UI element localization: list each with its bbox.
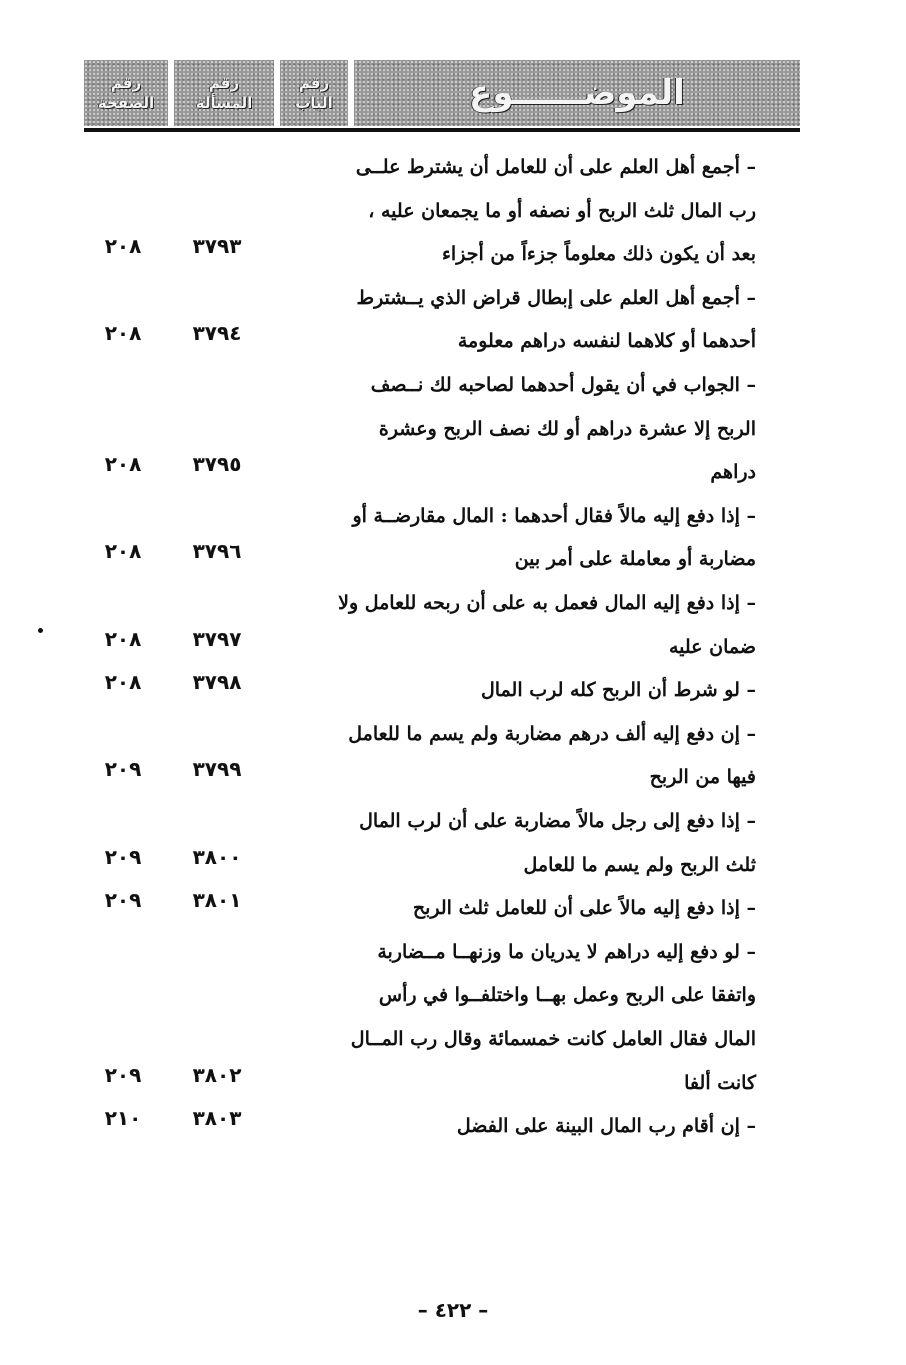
entry-text-line: واتفقا على الربح وعمل بهــا واختلفــوا في رأس	[378, 984, 756, 1007]
header-topic-label: الموضــــــوع	[469, 73, 685, 113]
entry-text-line: الربح إلا عشرة دراهم أو لك نصف الربح وعشرة	[378, 417, 756, 440]
entry-text-line: – إن دفع إليه ألف درهم مضاربة ولم يسم ما للعامل	[348, 722, 756, 745]
entry-text-line: المال فقال العامل كانت خمسمائة وقال رب المــال	[350, 1028, 756, 1050]
entry-text-line: – إذا دفع إليه مالاً على أن للعامل ثلث الربح	[412, 897, 756, 920]
entry-page-number: ٢٠٨	[104, 670, 142, 695]
entry-issue-number: ٣٧٩٨	[192, 670, 242, 695]
page-number: – ٤٢٢ –	[417, 1298, 489, 1322]
entry-page-number: ٢٠٨	[104, 321, 142, 346]
entry-issue-number: ٣٨٠١	[192, 888, 242, 913]
entry-text-line: مضاربة أو معاملة على أمر بين	[514, 548, 756, 571]
header-chapter-label-2: الباب	[295, 94, 333, 112]
entry-issue-number: ٣٨٠٢	[192, 1062, 242, 1087]
entry-text-line: كانت ألفا	[684, 1071, 756, 1094]
entry-issue-number: ٣٨٠٠	[192, 844, 242, 869]
header-issue-label-1: رقم	[208, 74, 240, 92]
stray-mark	[38, 628, 43, 633]
entry-issue-number: ٣٧٩٧	[192, 626, 242, 651]
entry-issue-number: ٣٧٩٦	[192, 539, 242, 564]
entry-issue-number: ٣٧٩٩	[192, 757, 242, 782]
entry-issue-number: ٣٧٩٣	[192, 234, 242, 259]
entry-text-line: دراهم	[710, 461, 756, 484]
entry-page-number: ٢٠٩	[104, 757, 142, 782]
entry-page-number: ٢٠٩	[104, 1062, 142, 1087]
entry-text-line: ثلث الربح ولم يسم ما للعامل	[523, 853, 756, 876]
entry-text-line: فيها من الربح	[649, 766, 756, 789]
entry-text-line: – الجواب في أن يقول أحدهما لصاحبه لك نــصف	[370, 374, 756, 396]
entry-page-number: ٢٠٩	[104, 888, 142, 913]
entry-text-line: أحدهما أو كلاهما لنفسه دراهم معلومة	[457, 330, 756, 353]
entry-text-line: – لو شرط أن الربح كله لرب المال	[480, 679, 756, 702]
entry-page-number: ٢٠٨	[104, 539, 142, 564]
entry-text-line: بعد أن يكون ذلك معلوماً جزءاً من أجزاء	[442, 243, 756, 266]
entry-text-line: – إذا دفع إلى رجل مالاً مضاربة على أن لرب المال	[359, 810, 756, 832]
header-page-label-1: رقم	[110, 74, 142, 92]
entry-text-line: ضمان عليه	[668, 635, 756, 658]
entry-page-number: ٢٠٨	[104, 626, 142, 651]
entry-page-number: ٢١٠	[104, 1106, 142, 1131]
entry-page-number: ٢٠٨	[104, 234, 142, 259]
header-chapter-label-1: رقم	[298, 74, 330, 92]
entry-page-number: ٢٠٨	[104, 452, 142, 477]
entry-page-number: ٢٠٩	[104, 844, 142, 869]
entry-text-line: – لو دفع إليه دراهم لا يدريان ما وزنهــا مــضاربة	[377, 940, 756, 963]
entry-text-line: رب المال ثلث الربح أو نصفه أو ما يجمعان عليه ،	[368, 199, 756, 222]
header-page-label-2: الصفحة	[97, 94, 155, 112]
entry-text-line: – إذا دفع إليه المال فعمل به على أن ربحه للعامل ولا	[338, 592, 756, 614]
entry-text-line: – أجمع أهل العلم على أن للعامل أن يشترط علــى	[355, 156, 756, 178]
entry-text-line: – إذا دفع إليه مالاً فقال أحدهما : المال مقارضــة أو	[352, 504, 756, 527]
entry-issue-number: ٣٨٠٣	[192, 1106, 242, 1131]
entry-text-line: – إن أقام رب المال البينة على الفضل	[456, 1115, 756, 1138]
header-issue-label-2: المسألة	[195, 94, 253, 112]
entry-issue-number: ٣٧٩٤	[192, 321, 242, 346]
entry-issue-number: ٣٧٩٥	[192, 452, 242, 477]
entry-text-line: – أجمع أهل العلم على إبطال قراض الذي يــشترط	[356, 286, 756, 309]
